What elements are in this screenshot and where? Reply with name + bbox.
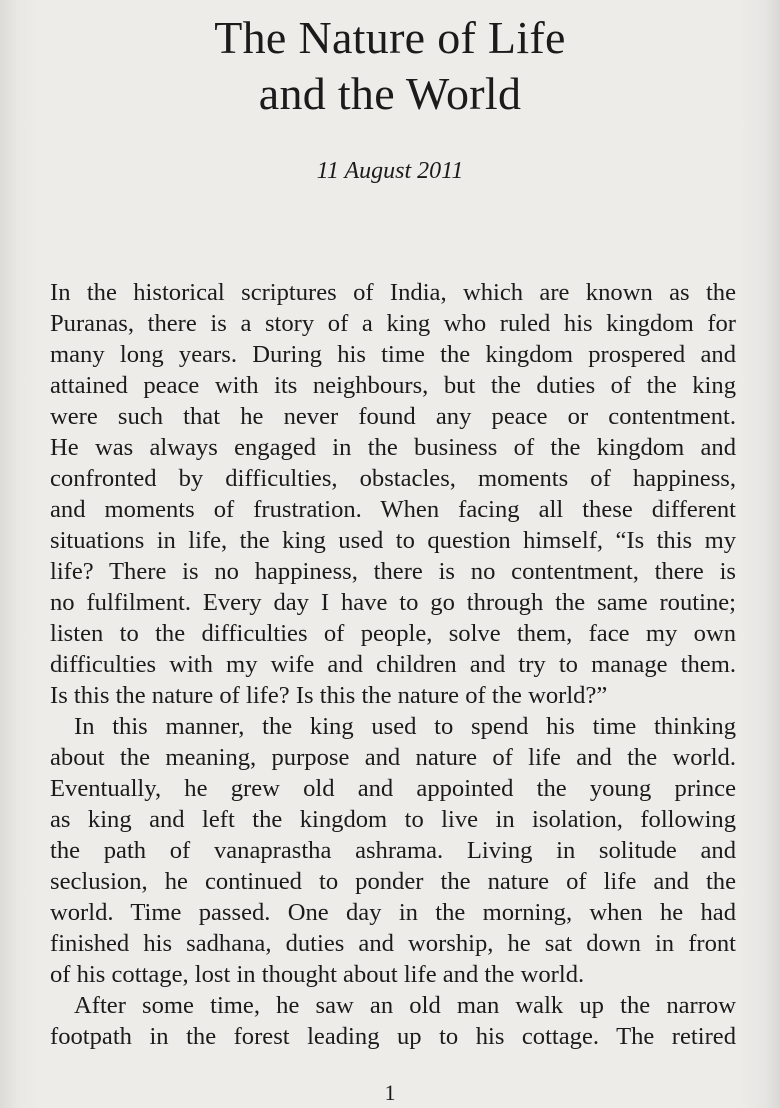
text-line: no fulfilment. Every day I have to go through the same routine; — [50, 589, 736, 616]
chapter-title-line: and the World — [258, 68, 522, 119]
text-line: situations in life, the king used to question himself, “Is this my — [50, 527, 736, 554]
text-line: He was always engaged in the business of the kingdom and — [50, 434, 736, 461]
chapter-title — [0, 10, 780, 122]
text-line: finished his sadhana, duties and worship, he sat down in front — [50, 930, 736, 957]
text-line: seclusion, he continued to ponder the nature of life and the — [50, 868, 736, 895]
text-line: of his cottage, lost in thought about life and the world. — [50, 961, 585, 988]
text-line: difficulties with my wife and children and try to manage them. — [50, 651, 736, 678]
text-line: confronted by difficulties, obstacles, moments of happiness, — [50, 465, 736, 492]
text-line: attained peace with its neighbours, but the duties of the king — [50, 372, 736, 399]
text-line: and moments of frustration. When facing all these different — [50, 496, 736, 523]
text-line: In the historical scriptures of India, which are known as the — [50, 279, 736, 306]
text-line: Puranas, there is a story of a king who ruled his kingdom for — [50, 310, 736, 337]
text-line: listen to the difficulties of people, solve them, face my own — [50, 620, 736, 647]
text-line: life? There is no happiness, there is no contentment, there is — [50, 558, 736, 585]
text-line: the path of vanaprastha ashrama. Living in solitude and — [50, 837, 736, 864]
text-line: After some time, he saw an old man walk up the narrow — [74, 992, 736, 1019]
text-line: In this manner, the king used to spend his time thinking — [74, 713, 736, 740]
text-line: Is this the nature of life? Is this the nature of the world?” — [50, 682, 608, 709]
text-line: many long years. During his time the kingdom prospered and — [50, 341, 736, 368]
text-line: about the meaning, purpose and nature of life and the world. — [50, 744, 736, 771]
text-line: footpath in the forest leading up to his cottage. The retired — [50, 1023, 736, 1050]
paragraph — [50, 711, 736, 990]
paragraph — [50, 990, 736, 1052]
page-number: 1 — [384, 1080, 396, 1105]
chapter-title-line: The Nature of Life — [214, 12, 566, 63]
chapter-date: 11 August 2011 — [316, 158, 464, 184]
text-line: were such that he never found any peace or contentment. — [50, 403, 736, 430]
text-line: Eventually, he grew old and appointed the young prince — [50, 775, 736, 802]
text-line: world. Time passed. One day in the morning, when he had — [50, 899, 736, 926]
paragraph — [50, 277, 736, 711]
body-text — [50, 277, 736, 1052]
text-line: as king and left the kingdom to live in isolation, following — [50, 806, 736, 833]
